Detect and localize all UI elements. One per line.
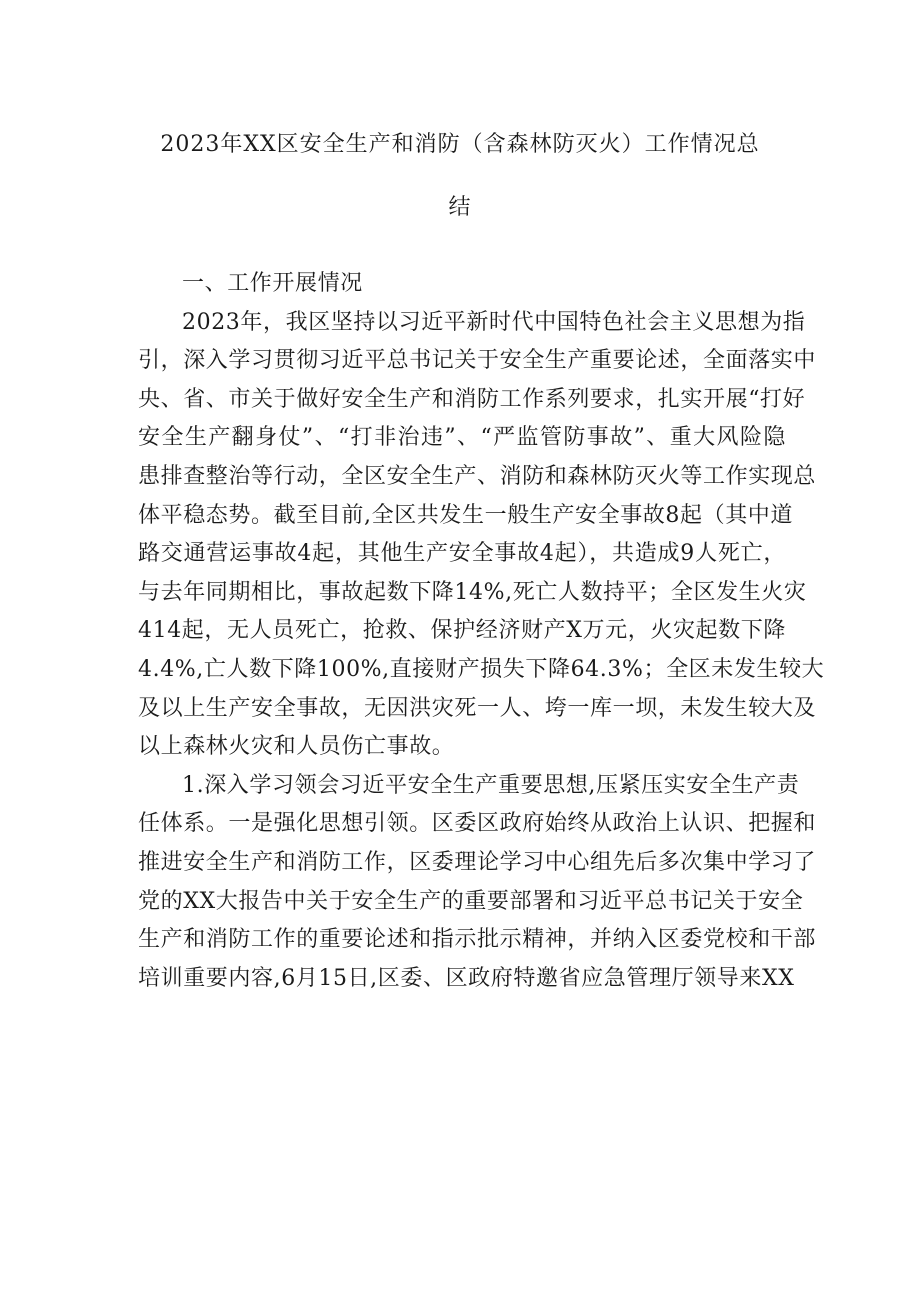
paragraph-overview bbox=[138, 304, 825, 767]
paragraph-line: 患排查整治等行动，全区安全生产、消防和森林防灭火等工作实现总 bbox=[138, 463, 817, 489]
paragraph-line: 培训重要内容,6月15日,区委、区政府特邀省应急管理厅领导来XX bbox=[138, 965, 795, 991]
paragraph-line: 安全生产翻身仗”、“打非治违”、“严监管防事故”、重大风险隐 bbox=[138, 425, 786, 451]
paragraph-line: 引，深入学习贯彻习近平总书记关于安全生产重要论述，全面落实中 bbox=[138, 348, 817, 374]
paragraph-line: 及以上生产安全事故，无因洪灾死一人、垮一库一坝，未发生较大及 bbox=[138, 695, 817, 721]
paragraph-line: 414起，无人员死亡，抢救、保护经济财产X万元，火灾起数下降 bbox=[138, 618, 786, 644]
paragraph-line: 以上森林火灾和人员伤亡事故。 bbox=[138, 734, 455, 760]
paragraph-line: 与去年同期相比，事故起数下降14%,死亡人数持平；全区发生火灾 bbox=[138, 579, 807, 605]
paragraph-line: 路交通营运事故4起，其他生产安全事故4起），共造成9人死亡， bbox=[138, 541, 786, 567]
paragraph-line: 推进安全生产和消防工作，区委理论学习中心组先后多次集中学习了 bbox=[138, 849, 817, 875]
document-body bbox=[138, 265, 825, 998]
paragraph-line: 1.深入学习领会习近平安全生产重要思想,压紧压实安全生产责 bbox=[182, 772, 800, 798]
paragraph-line: 央、省、市关于做好安全生产和消防工作系列要求，扎实开展“打好 bbox=[138, 386, 806, 412]
paragraph-line: 生产和消防工作的重要论述和指示批示精神，并纳入区委党校和干部 bbox=[138, 927, 817, 953]
document-title-line-2: 结 bbox=[448, 195, 472, 220]
paragraph-line: 任体系。一是强化思想引领。区委区政府始终从政治上认识、把握和 bbox=[138, 811, 817, 837]
paragraph-line: 2023年，我区坚持以习近平新时代中国特色社会主义思想为指 bbox=[182, 309, 806, 335]
paragraph-line: 体平稳态势。截至目前,全区共发生一般生产安全事故8起（其中道 bbox=[138, 502, 793, 528]
document-title-line-1: 2023年XX区安全生产和消防（含森林防灭火）工作情况总 bbox=[160, 132, 760, 157]
paragraph-item-1 bbox=[138, 767, 817, 999]
section-heading: 一、工作开展情况 bbox=[182, 271, 363, 296]
paragraph-line: 党的XX大报告中关于安全生产的重要部署和习近平总书记关于安全 bbox=[138, 888, 804, 914]
paragraph-line: 4.4%,亡人数下降100%,直接财产损失下降64.3%；全区未发生较大 bbox=[138, 656, 825, 682]
